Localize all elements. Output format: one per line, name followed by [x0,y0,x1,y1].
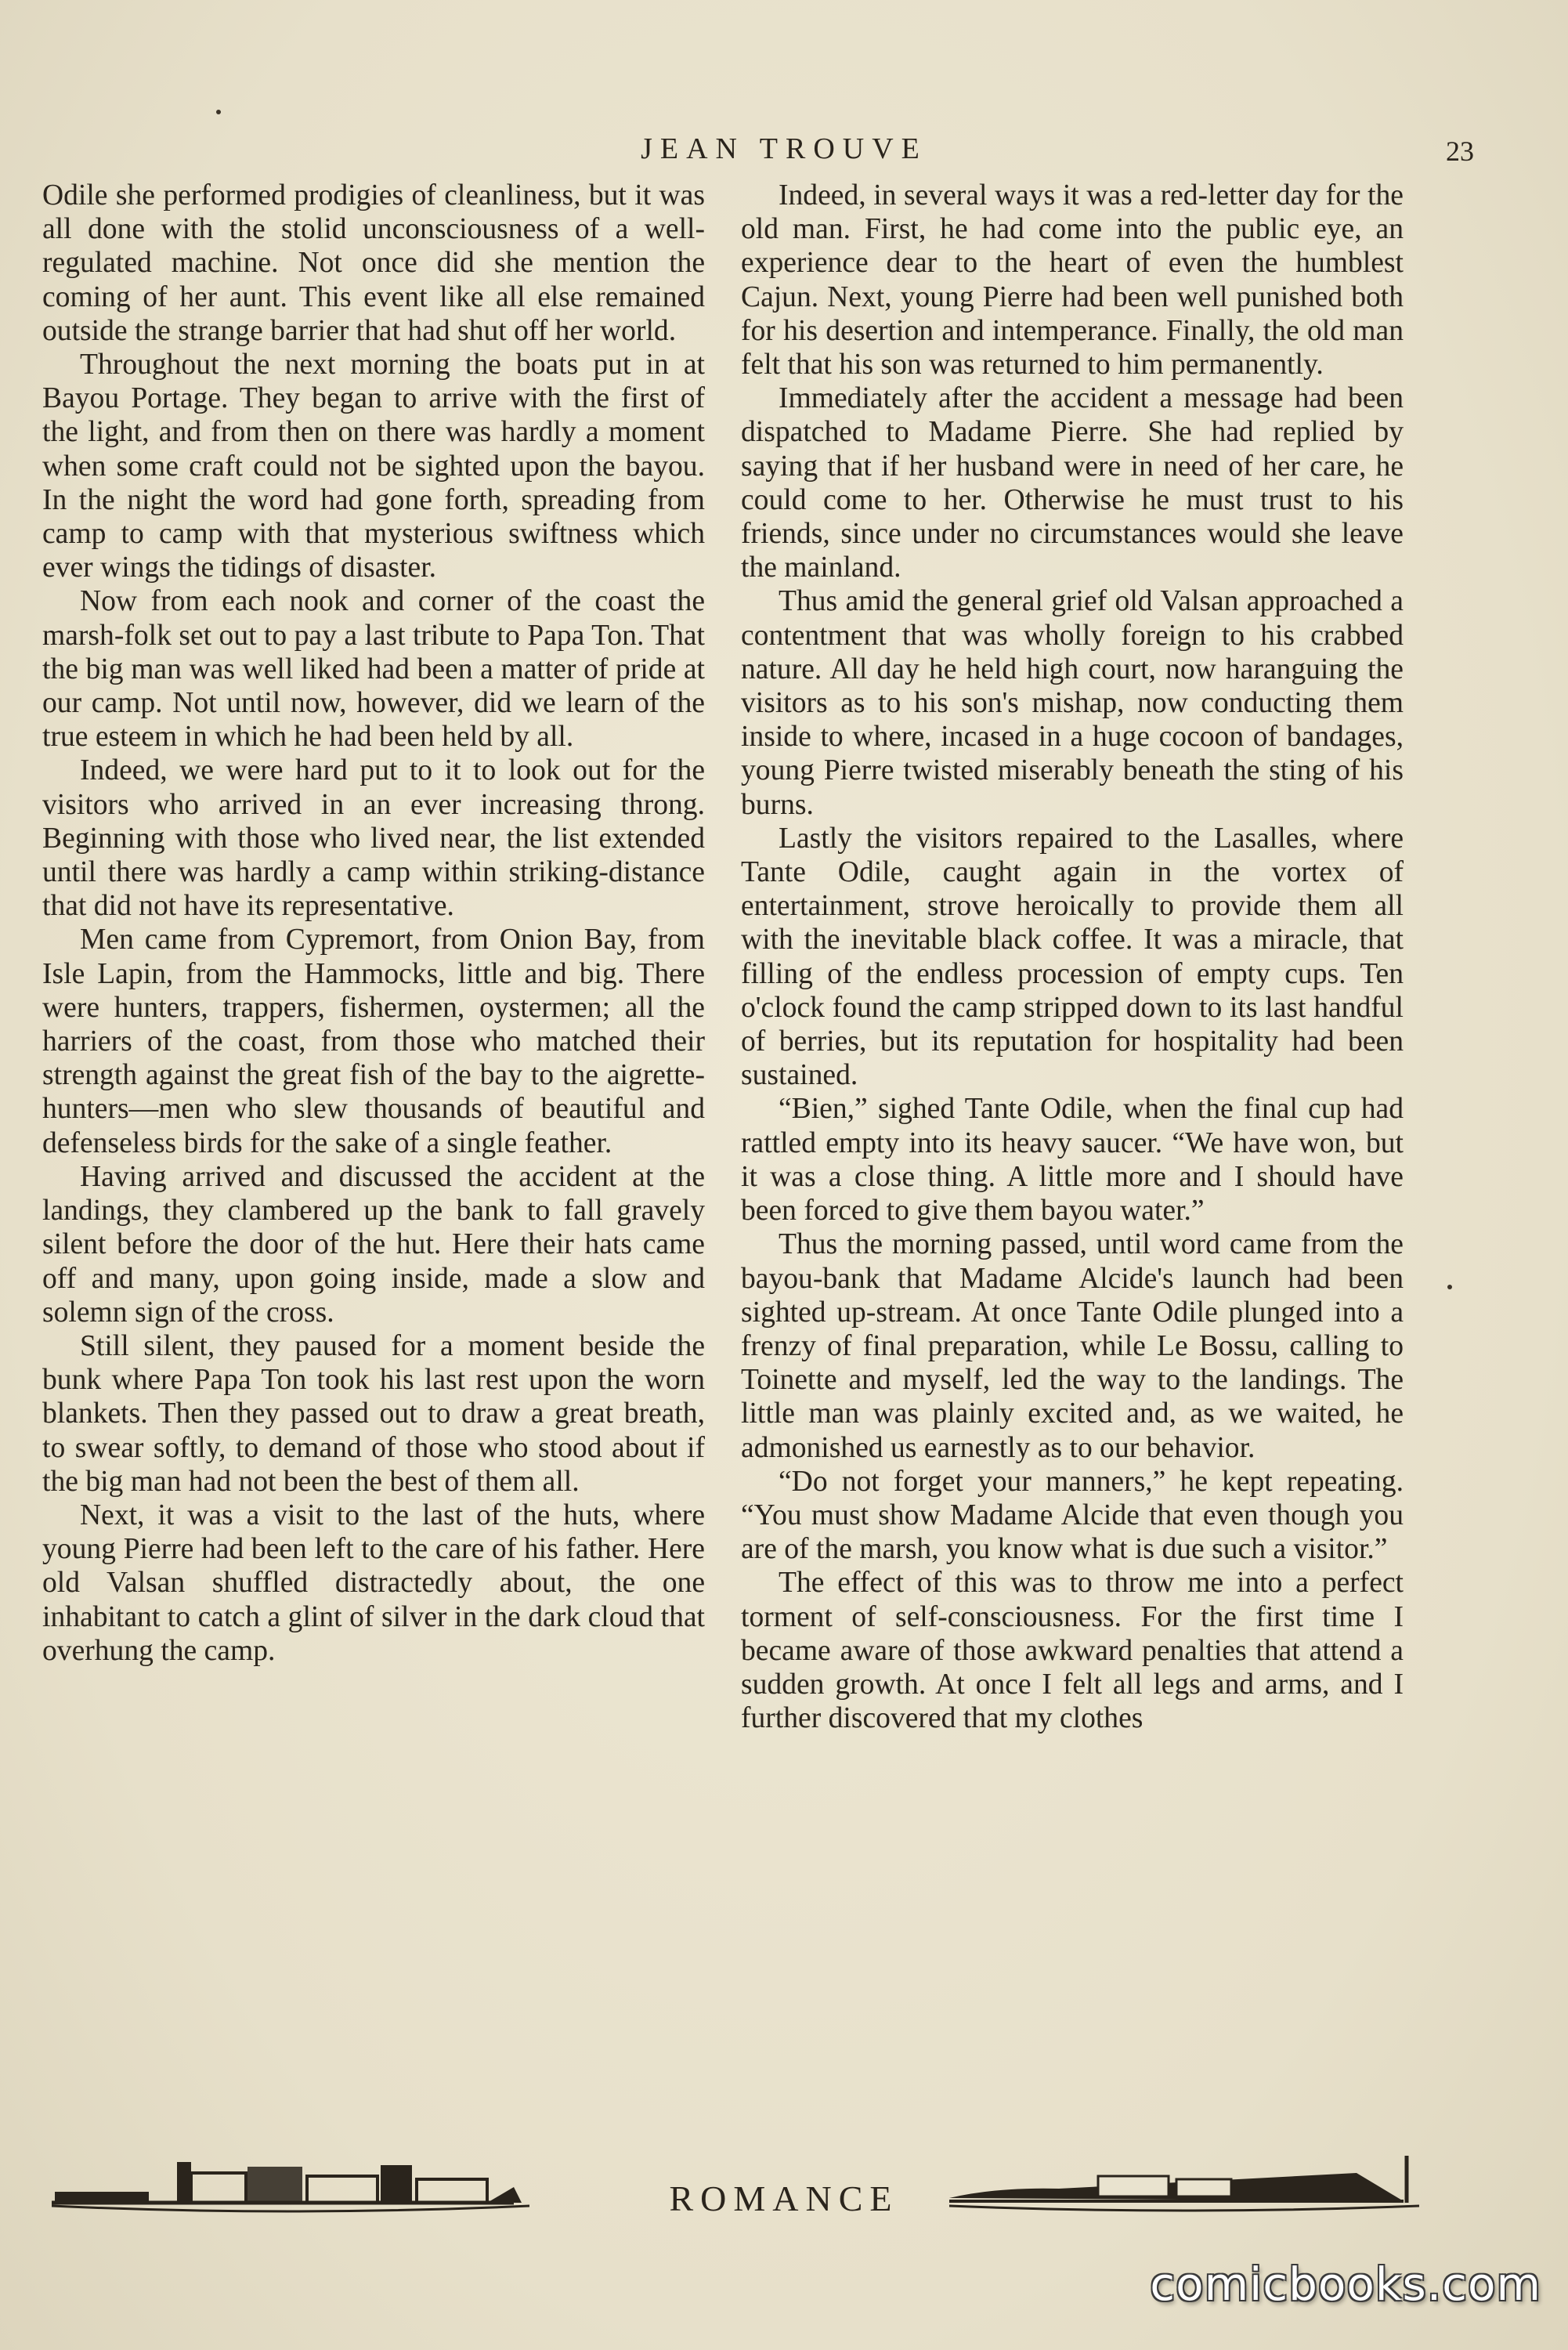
paragraph: Next, it was a visit to the last of the huts, where young Pierre had been left to the care of his father. Here old Valsan shuffled distractedly about, the one inhabitant to catch a glint of silver in the dark cloud that overhung the camp. [42,1499,705,1667]
paragraph: Odile she performed prodigies of cleanliness, but it was all done with the stolid unconsciousness of a well-regulated machine. Not once did she mention the coming of her aunt. This event like all else remained outside the strange barrier that had shut off her world. [42,179,705,347]
paragraph: “Do not forget your manners,” he kept repeating. “You must show Madame Alcide that even though you are of the marsh, you know what is due such a visitor.” [741,1465,1404,1566]
paragraph: The effect of this was to throw me into a perfect torment of self-consciousness. For the first time I became aware of those awkward penalties that attend a sudden growth. At once I felt all legs and arms, and I further discovered that my clothes [741,1567,1404,1735]
paragraph: “Bien,” sighed Tante Odile, when the final cup had rattled empty into its heavy saucer. “We have won, but it was a close thing. A little more and I should have been forced to give them bayou water.” [741,1093,1404,1227]
paragraph: Indeed, we were hard put to it to look out for the visitors who arrived in an ever increasing throng. Beginning with those who lived near, the list extended until there was hardly a camp within striking-distance that did not have its representative. [42,754,705,923]
paragraph: Still silent, they paused for a moment beside the bunk where Papa Ton took his last rest upon the worn blankets. Then they passed out to draw a great breath, to swear softly, to demand of those who stood about if the big man had not been the best of them all. [42,1329,705,1498]
paragraph: Lastly the visitors repaired to the Lasalles, where Tante Odile, caught again in the vortex of entertainment, strove heroically to provide them all with the inevitable black coffee. It was a miracle, that filling of the endless procession of empty cups. Ten o'clock found the camp stripped down to its last handful of berries, but its reputation for hospitality had been sustained. [741,822,1404,1092]
site-watermark: comicbooks.com [1150,2258,1541,2311]
ink-speck [1447,1285,1452,1289]
page-number: 23 [1446,136,1474,167]
running-title: JEAN TROUVE [641,132,927,165]
paragraph: Thus amid the general grief old Valsan approached a contentment that was wholly foreign to his crabbed nature. All day he held high court, now haranguing the visitors as to his son's mishap, now conducting them inside to where, incased in a huge cocoon of bandages, young Pierre twisted miserably beneath the sting of his burns. [741,585,1404,821]
shoreline-hut-illustration [949,2156,1419,2226]
paragraph: Throughout the next morning the boats put in at Bayou Portage. They began to arrive with the first of the light, and from then on there was hardly a moment when some craft could not be sighted upon the bayou. In the night the word had gone forth, spreading from camp to camp with that mysterious swiftness which ever wings the tidings of disaster. [42,349,705,584]
paragraph: Thus the morning passed, until word came from the bayou-bank that Madame Alcide's launch had been sighted up-stream. At once Tante Odile plunged into a frenzy of final preparation, while Le Bossu, calling to Toinette and myself, led the way to the landings. The little man was plainly excited and, as we waited, he admonished us earnestly as to our behavior. [741,1228,1404,1464]
paragraph: Men came from Cypremort, from Onion Bay, from Isle Lapin, from the Hammocks, little and big. There were hunters, trappers, fishermen, oystermen; all the harriers of the coast, from those who matched their strength against the great fish of the bay to the aigrette-hunters—men who slew thousands of beautiful and defenseless birds for the sake of a single feather. [42,924,705,1159]
paragraph: Indeed, in several ways it was a red-letter day for the old man. First, he had come into the public eye, an experience dear to the heart of even the humblest Cajun. Next, young Pierre had been well punished both for his desertion and intemperance. Finally, the old man felt that his son was returned to him permanently. [741,179,1404,381]
right-column [741,179,1404,1735]
left-column [42,179,705,1668]
paragraph: Now from each nook and corner of the coast the marsh-folk set out to pay a last tribute to Papa Ton. That the big man was well liked had been a matter of pride at our camp. Not until now, however, did we learn of the true esteem in which he had been held by all. [42,585,705,754]
section-word: ROMANCE [669,2178,899,2218]
page-footer [0,2156,1568,2242]
ink-speck [216,110,221,114]
paragraph: Having arrived and discussed the accident at the landings, they clambered up the bank to fall gravely silent before the door of the hut. Here their hats came off and many, upon going inside, made a slow and solemn sign of the cross. [42,1160,705,1329]
paragraph: Immediately after the accident a message had been dispatched to Madame Pierre. She had replied by saying that if her husband were in need of her care, he could come to her. Otherwise he must trust to his friends, since under no circumstances would she leave the mainland. [741,382,1404,584]
